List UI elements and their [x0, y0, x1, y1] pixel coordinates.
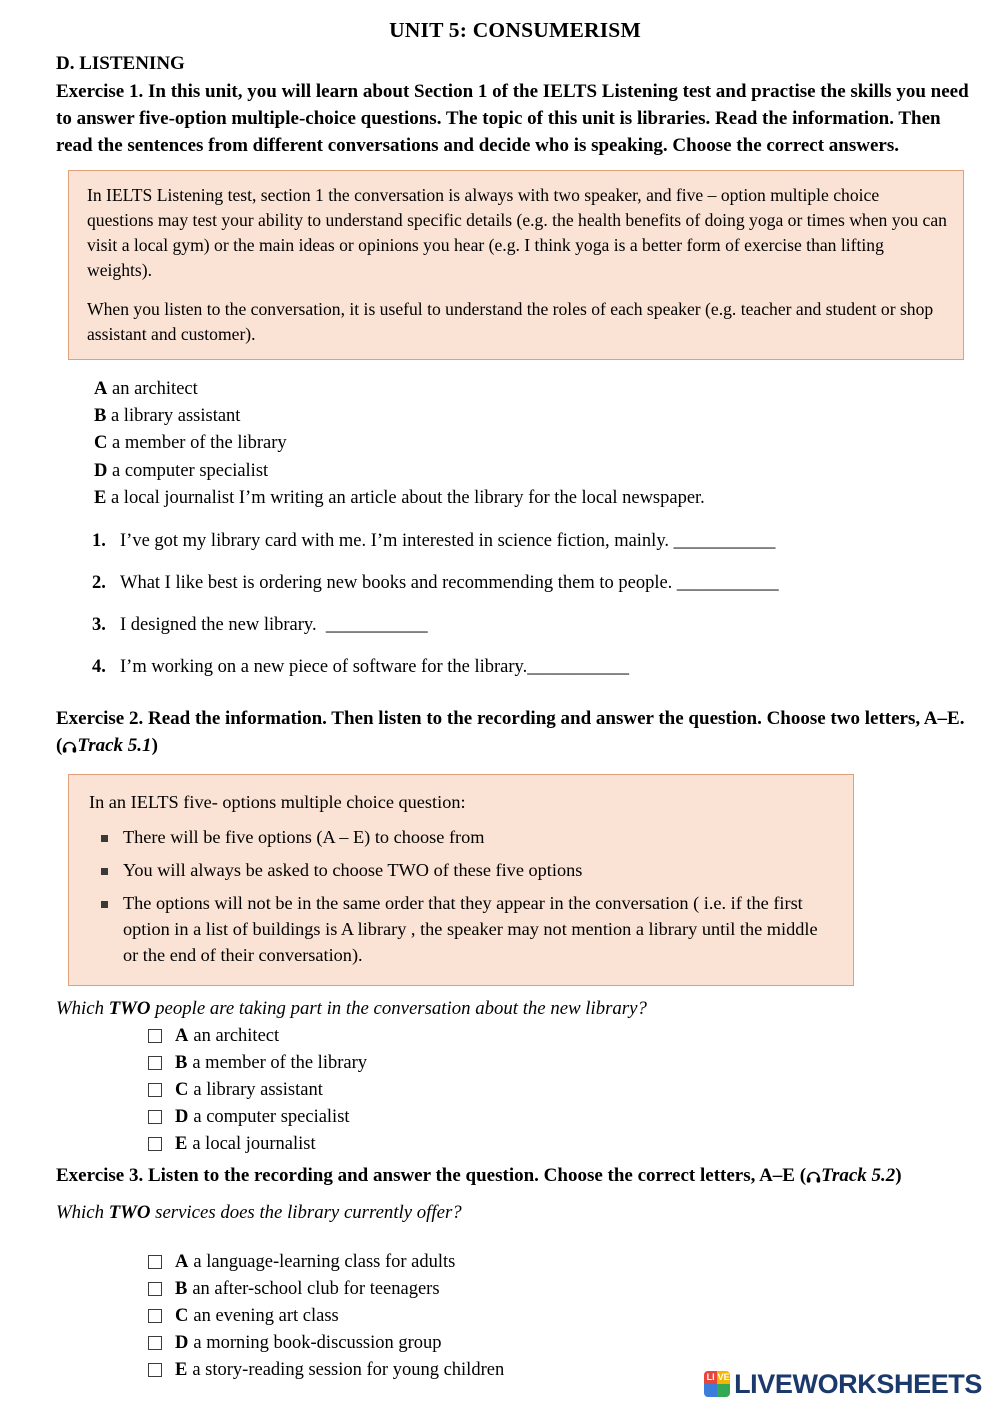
option-letter: B	[94, 406, 107, 427]
question-text	[120, 615, 974, 636]
choice-row[interactable]	[148, 1107, 974, 1128]
exercise2-track-label: Track 5.1	[77, 734, 152, 756]
option-row	[94, 458, 974, 485]
option-text: a library assistant	[110, 406, 241, 427]
choice-row[interactable]	[148, 1333, 974, 1354]
exercise1-options	[94, 376, 974, 513]
question-sentence: I’ve got my library card with me. I’m interested in science fiction, mainly.	[120, 530, 669, 551]
checkbox-icon[interactable]	[148, 1083, 162, 1097]
option-row	[94, 485, 974, 512]
bullet-item: You will always be asked to choose TWO of these five options	[89, 858, 835, 884]
choice-text: a language-learning class for adults	[193, 1251, 456, 1272]
choice-letter: C	[175, 1079, 189, 1100]
logo-badge-cell-ve: VE	[717, 1372, 730, 1382]
choice-letter: C	[175, 1305, 189, 1326]
exercise3-instructions-text: Exercise 3. Listen to the recording and answer the question. Choose the correct letters, A–E (	[56, 1164, 807, 1186]
exercise3-instructions-close: )	[895, 1164, 902, 1186]
question-text	[120, 573, 974, 594]
liveworksheets-logo[interactable]	[704, 1369, 982, 1399]
question-emphasis: TWO	[108, 997, 151, 1019]
choice-letter: D	[175, 1332, 189, 1353]
checkbox-icon[interactable]	[148, 1363, 162, 1377]
exercise1-questions	[92, 531, 974, 678]
checkbox-icon[interactable]	[148, 1309, 162, 1323]
option-row	[94, 403, 974, 430]
choice-letter: E	[175, 1133, 188, 1154]
headphone-icon	[62, 735, 77, 759]
checkbox-icon[interactable]	[148, 1282, 162, 1296]
exercise2-question	[56, 998, 974, 1020]
choice-row[interactable]	[148, 1080, 974, 1101]
question-sentence: I’m working on a new piece of software for the library.	[120, 656, 528, 677]
choice-text: an evening art class	[193, 1305, 339, 1326]
question-item	[92, 657, 974, 678]
exercise3-track-label: Track 5.2	[821, 1164, 896, 1186]
exercise2-instructions	[56, 706, 974, 760]
choice-letter: D	[175, 1106, 189, 1127]
choice-row[interactable]	[148, 1306, 974, 1327]
option-letter: D	[94, 460, 108, 481]
headphone-icon	[806, 1165, 821, 1189]
question-number: 3.	[92, 614, 106, 635]
choice-letter: A	[175, 1025, 189, 1046]
logo-badge-cell-4	[717, 1384, 730, 1397]
choice-row[interactable]	[148, 1279, 974, 1300]
choice-text: a member of the library	[192, 1052, 367, 1073]
exercise3-instructions	[56, 1163, 974, 1190]
question-text	[120, 531, 974, 552]
option-row	[94, 430, 974, 457]
page-title: UNIT 5: CONSUMERISM	[389, 18, 641, 42]
question-pre: Which	[56, 1201, 109, 1223]
choice-letter: B	[175, 1052, 188, 1073]
logo-badge-cell-li: LI	[704, 1371, 717, 1384]
info-box2-lead: In an IELTS five- options multiple choice question:	[89, 791, 466, 812]
option-text: a member of the library	[112, 433, 287, 454]
choice-letter: E	[175, 1359, 188, 1380]
question-item	[92, 573, 974, 594]
checkbox-icon[interactable]	[148, 1029, 162, 1043]
option-row	[94, 376, 974, 403]
choice-row[interactable]	[148, 1134, 974, 1155]
option-letter: E	[94, 488, 107, 509]
choice-text: a library assistant	[193, 1079, 323, 1100]
answer-blank[interactable]: ___________	[527, 656, 629, 677]
choice-text: a computer specialist	[193, 1106, 350, 1127]
choice-row[interactable]	[148, 1252, 974, 1273]
answer-blank[interactable]: ___________	[325, 614, 428, 635]
option-text: an architect	[112, 378, 198, 399]
answer-blank[interactable]: ___________	[673, 530, 776, 551]
exercise2-choices	[148, 1026, 974, 1155]
choice-letter: A	[175, 1251, 189, 1272]
headphone-icon-svg	[62, 740, 77, 754]
question-number: 1.	[92, 530, 106, 551]
question-emphasis: TWO	[108, 1201, 151, 1223]
checkbox-icon[interactable]	[148, 1336, 162, 1350]
bullet-item: The options will not be in the same order that they appear in the conversation ( i.e. if the first option in a list of buildings is A library , the speaker may not mention a library until the middle or the end of their conversation).	[89, 891, 835, 969]
question-sentence: What I like best is ordering new books and recommending them to people.	[120, 572, 673, 593]
checkbox-icon[interactable]	[148, 1056, 162, 1070]
choice-text: a local journalist	[192, 1133, 316, 1154]
info-box-paragraph-1: In IELTS Listening test, section 1 the conversation is always with two speaker, and five – option multiple choice questions may test your ability to understand specific details (e.g. the health benefits of doing yoga or times when you can visit a local gym) or the main ideas or opinions you hear (e.g. I think yoga is a better form of exercise than lifting weights).	[87, 184, 947, 280]
option-text: a computer specialist	[112, 460, 269, 481]
exercise2-instructions-close: )	[151, 734, 158, 756]
option-text: a local journalist I’m writing an article about the library for the local newspaper.	[110, 488, 705, 509]
question-post: services does the library currently offer?	[150, 1201, 462, 1223]
question-sentence: I designed the new library.	[120, 614, 317, 635]
info-box2-bullets	[89, 825, 835, 969]
checkbox-icon[interactable]	[148, 1137, 162, 1151]
choice-text: a morning book-discussion group	[193, 1332, 442, 1353]
question-number: 2.	[92, 572, 106, 593]
answer-blank[interactable]: ___________	[676, 572, 779, 593]
bullet-item: There will be five options (A – E) to choose from	[89, 825, 835, 851]
exercise2-info-box	[68, 774, 854, 986]
section-label: D. LISTENING	[56, 53, 185, 74]
question-item	[92, 615, 974, 636]
exercise2-instructions-text: Exercise 2. Read the information. Then listen to the recording and answer the question. Choose two letters, A–E. (	[56, 707, 965, 756]
question-item	[92, 531, 974, 552]
logo-badge-cell-3	[704, 1384, 717, 1397]
option-letter: C	[94, 433, 108, 454]
exercise1-instructions: Exercise 1. In this unit, you will learn about Section 1 of the IELTS Listening test and practise the skills you need to answer five-option multiple-choice questions. The topic of this unit is libraries. Read the information. Then read the sentences from different conversations and decide who is speaking. Choose the correct answers.	[56, 81, 969, 156]
choice-letter: B	[175, 1278, 188, 1299]
choice-row[interactable]	[148, 1026, 974, 1047]
logo-badge-icon	[704, 1371, 730, 1397]
question-number: 4.	[92, 656, 106, 677]
headphone-icon-svg	[806, 1170, 821, 1184]
option-letter: A	[94, 378, 108, 399]
question-text	[120, 657, 974, 678]
exercise3-choices	[148, 1252, 974, 1381]
question-pre: Which	[56, 997, 109, 1019]
choice-text: a story-reading session for young children	[192, 1359, 505, 1380]
exercise1-info-box	[68, 170, 964, 360]
checkbox-icon[interactable]	[148, 1110, 162, 1124]
logo-wordmark: LIVEWORKSHEETS	[734, 1368, 982, 1399]
info-box-paragraph-2: When you listen to the conversation, it is useful to understand the roles of each speaker (e.g. teacher and student or shop assistant and customer).	[87, 298, 934, 344]
choice-row[interactable]	[148, 1053, 974, 1074]
checkbox-icon[interactable]	[148, 1255, 162, 1269]
exercise3-question	[56, 1202, 974, 1224]
choice-text: an architect	[193, 1025, 280, 1046]
choice-text: an after-school club for teenagers	[192, 1278, 440, 1299]
question-post: people are taking part in the conversation about the new library?	[150, 997, 647, 1019]
